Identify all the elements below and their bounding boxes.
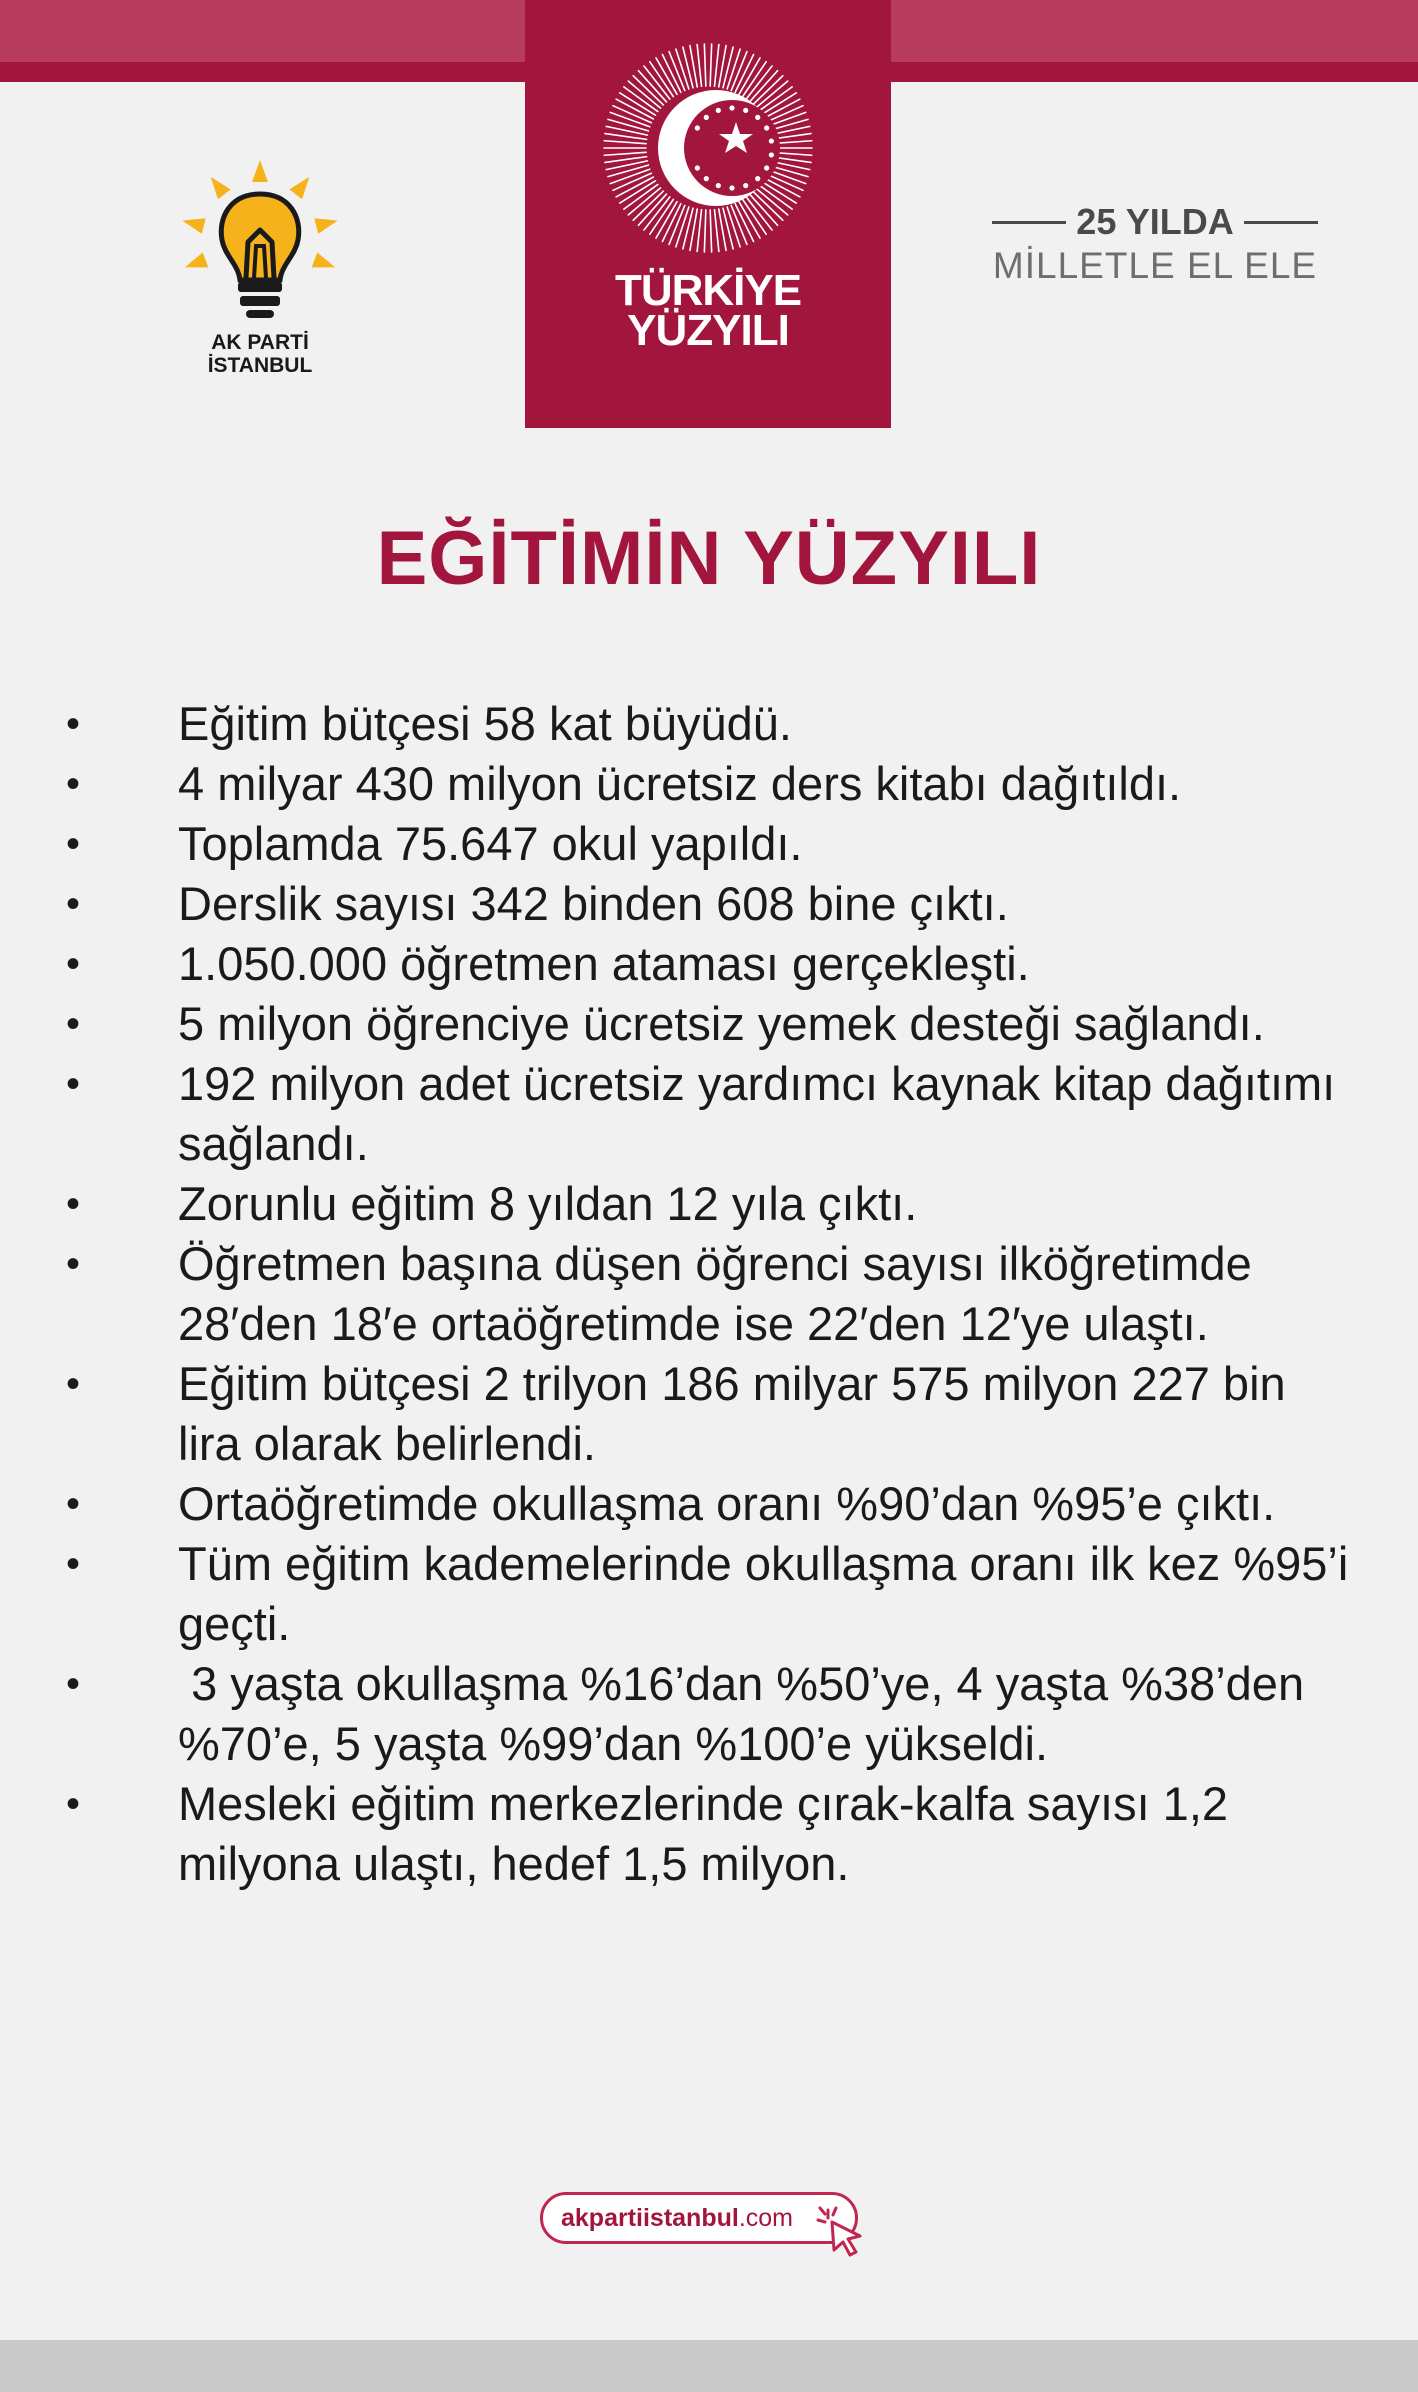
bullet-dot: •: [66, 1782, 81, 1826]
slogan-line2: MİLLETLE EL ELE: [992, 245, 1318, 286]
website-tld: .com: [738, 2204, 794, 2232]
achievement-list: [60, 694, 1360, 1894]
bullet-dot: •: [66, 762, 81, 806]
website-pill[interactable]: [540, 2192, 858, 2244]
bullet-dot: •: [66, 942, 81, 986]
website-link[interactable]: [540, 2192, 880, 2262]
list-item-text: Ortaöğretimde okullaşma oranı %90’dan %95’e çıktı.: [178, 1477, 1276, 1530]
list-item-text: Öğretmen başına düşen öğrenci sayısı ilköğretimde 28′den 18′e ortaöğretimde ise 22′den 12′ye ulaştı.: [178, 1237, 1265, 1350]
crescent-star-emblem: [600, 40, 816, 256]
list-item-text: 4 milyar 430 milyon ücretsiz ders kitabı dağıtıldı.: [178, 757, 1182, 810]
list-item: [60, 694, 1360, 754]
slogan-dash-left: [992, 221, 1066, 224]
list-item: [60, 1354, 1360, 1474]
bullet-dot: •: [66, 702, 81, 746]
list-item: [60, 1054, 1360, 1174]
bullet-dot: •: [66, 1542, 81, 1586]
bullet-dot: •: [66, 1662, 81, 1706]
list-item-text: Toplamda 75.647 okul yapıldı.: [178, 817, 803, 870]
turkiye-yuzyili-banner: [525, 0, 891, 428]
list-item: [60, 814, 1360, 874]
bullet-dot: •: [66, 1482, 81, 1526]
click-cursor-icon: [816, 2204, 876, 2260]
list-item-text: Zorunlu eğitim 8 yıldan 12 yıla çıktı.: [178, 1177, 918, 1230]
list-item: [60, 1774, 1360, 1894]
page-title: EĞİTİMİN YÜZYILI: [376, 516, 1042, 601]
banner-title-line2: YÜZYILI: [627, 306, 789, 355]
list-item-text: Mesleki eğitim merkezlerinde çırak-kalfa sayısı 1,2 milyona ulaştı, hedef 1,5 milyon.: [178, 1777, 1242, 1890]
list-item: [60, 1474, 1360, 1534]
slogan-dash-right: [1244, 221, 1318, 224]
list-item: [60, 1534, 1360, 1654]
bullet-dot: •: [66, 1182, 81, 1226]
list-item-text: Derslik sayısı 342 binden 608 bine çıktı.: [178, 877, 1009, 930]
list-item: [60, 754, 1360, 814]
bullet-dot: •: [66, 1362, 81, 1406]
logo-text-istanbul: İSTANBUL: [207, 354, 313, 377]
list-item-text: Eğitim bütçesi 58 kat büyüdü.: [178, 697, 792, 750]
bullet-dot: •: [66, 1002, 81, 1046]
bottom-bar: [0, 2340, 1418, 2392]
banner-title-line1: TÜRKİYE: [614, 266, 802, 315]
ak-parti-istanbul-logo: [170, 160, 350, 380]
bullet-dot: •: [66, 882, 81, 926]
list-item: [60, 1234, 1360, 1354]
list-item: [60, 1654, 1360, 1774]
bullet-dot: •: [66, 822, 81, 866]
list-item-text: 1.050.000 öğretmen ataması gerçekleşti.: [178, 937, 1030, 990]
list-item-text: Tüm eğitim kademelerinde okullaşma oranı ilk kez %95’i geçti.: [178, 1537, 1362, 1650]
bullet-dot: •: [66, 1062, 81, 1106]
bullet-dot: •: [66, 1242, 81, 1286]
slogan-line1: 25 YILDA: [1076, 201, 1234, 242]
list-item: [60, 1174, 1360, 1234]
list-item-text: 192 milyon adet ücretsiz yardımcı kaynak kitap dağıtımı sağlandı.: [178, 1057, 1349, 1170]
list-item-text: 5 milyon öğrenciye ücretsiz yemek desteği sağlandı.: [178, 997, 1265, 1050]
logo-text-ak-parti: AK PARTİ: [211, 331, 309, 354]
list-item-text: Eğitim bütçesi 2 trilyon 186 milyar 575 milyon 227 bin lira olarak belirlendi.: [178, 1357, 1299, 1470]
list-item: [60, 874, 1360, 934]
lightbulb-icon: [178, 160, 342, 330]
slogan: [975, 200, 1335, 288]
website-name: akpartiistanbul: [561, 2204, 739, 2232]
list-item: [60, 994, 1360, 1054]
list-item-text: 3 yaşta okullaşma %16’dan %50’ye, 4 yaşta %38’den %70’e, 5 yaşta %99’dan %100’e yükseldi.: [178, 1657, 1318, 1770]
list-item: [60, 934, 1360, 994]
